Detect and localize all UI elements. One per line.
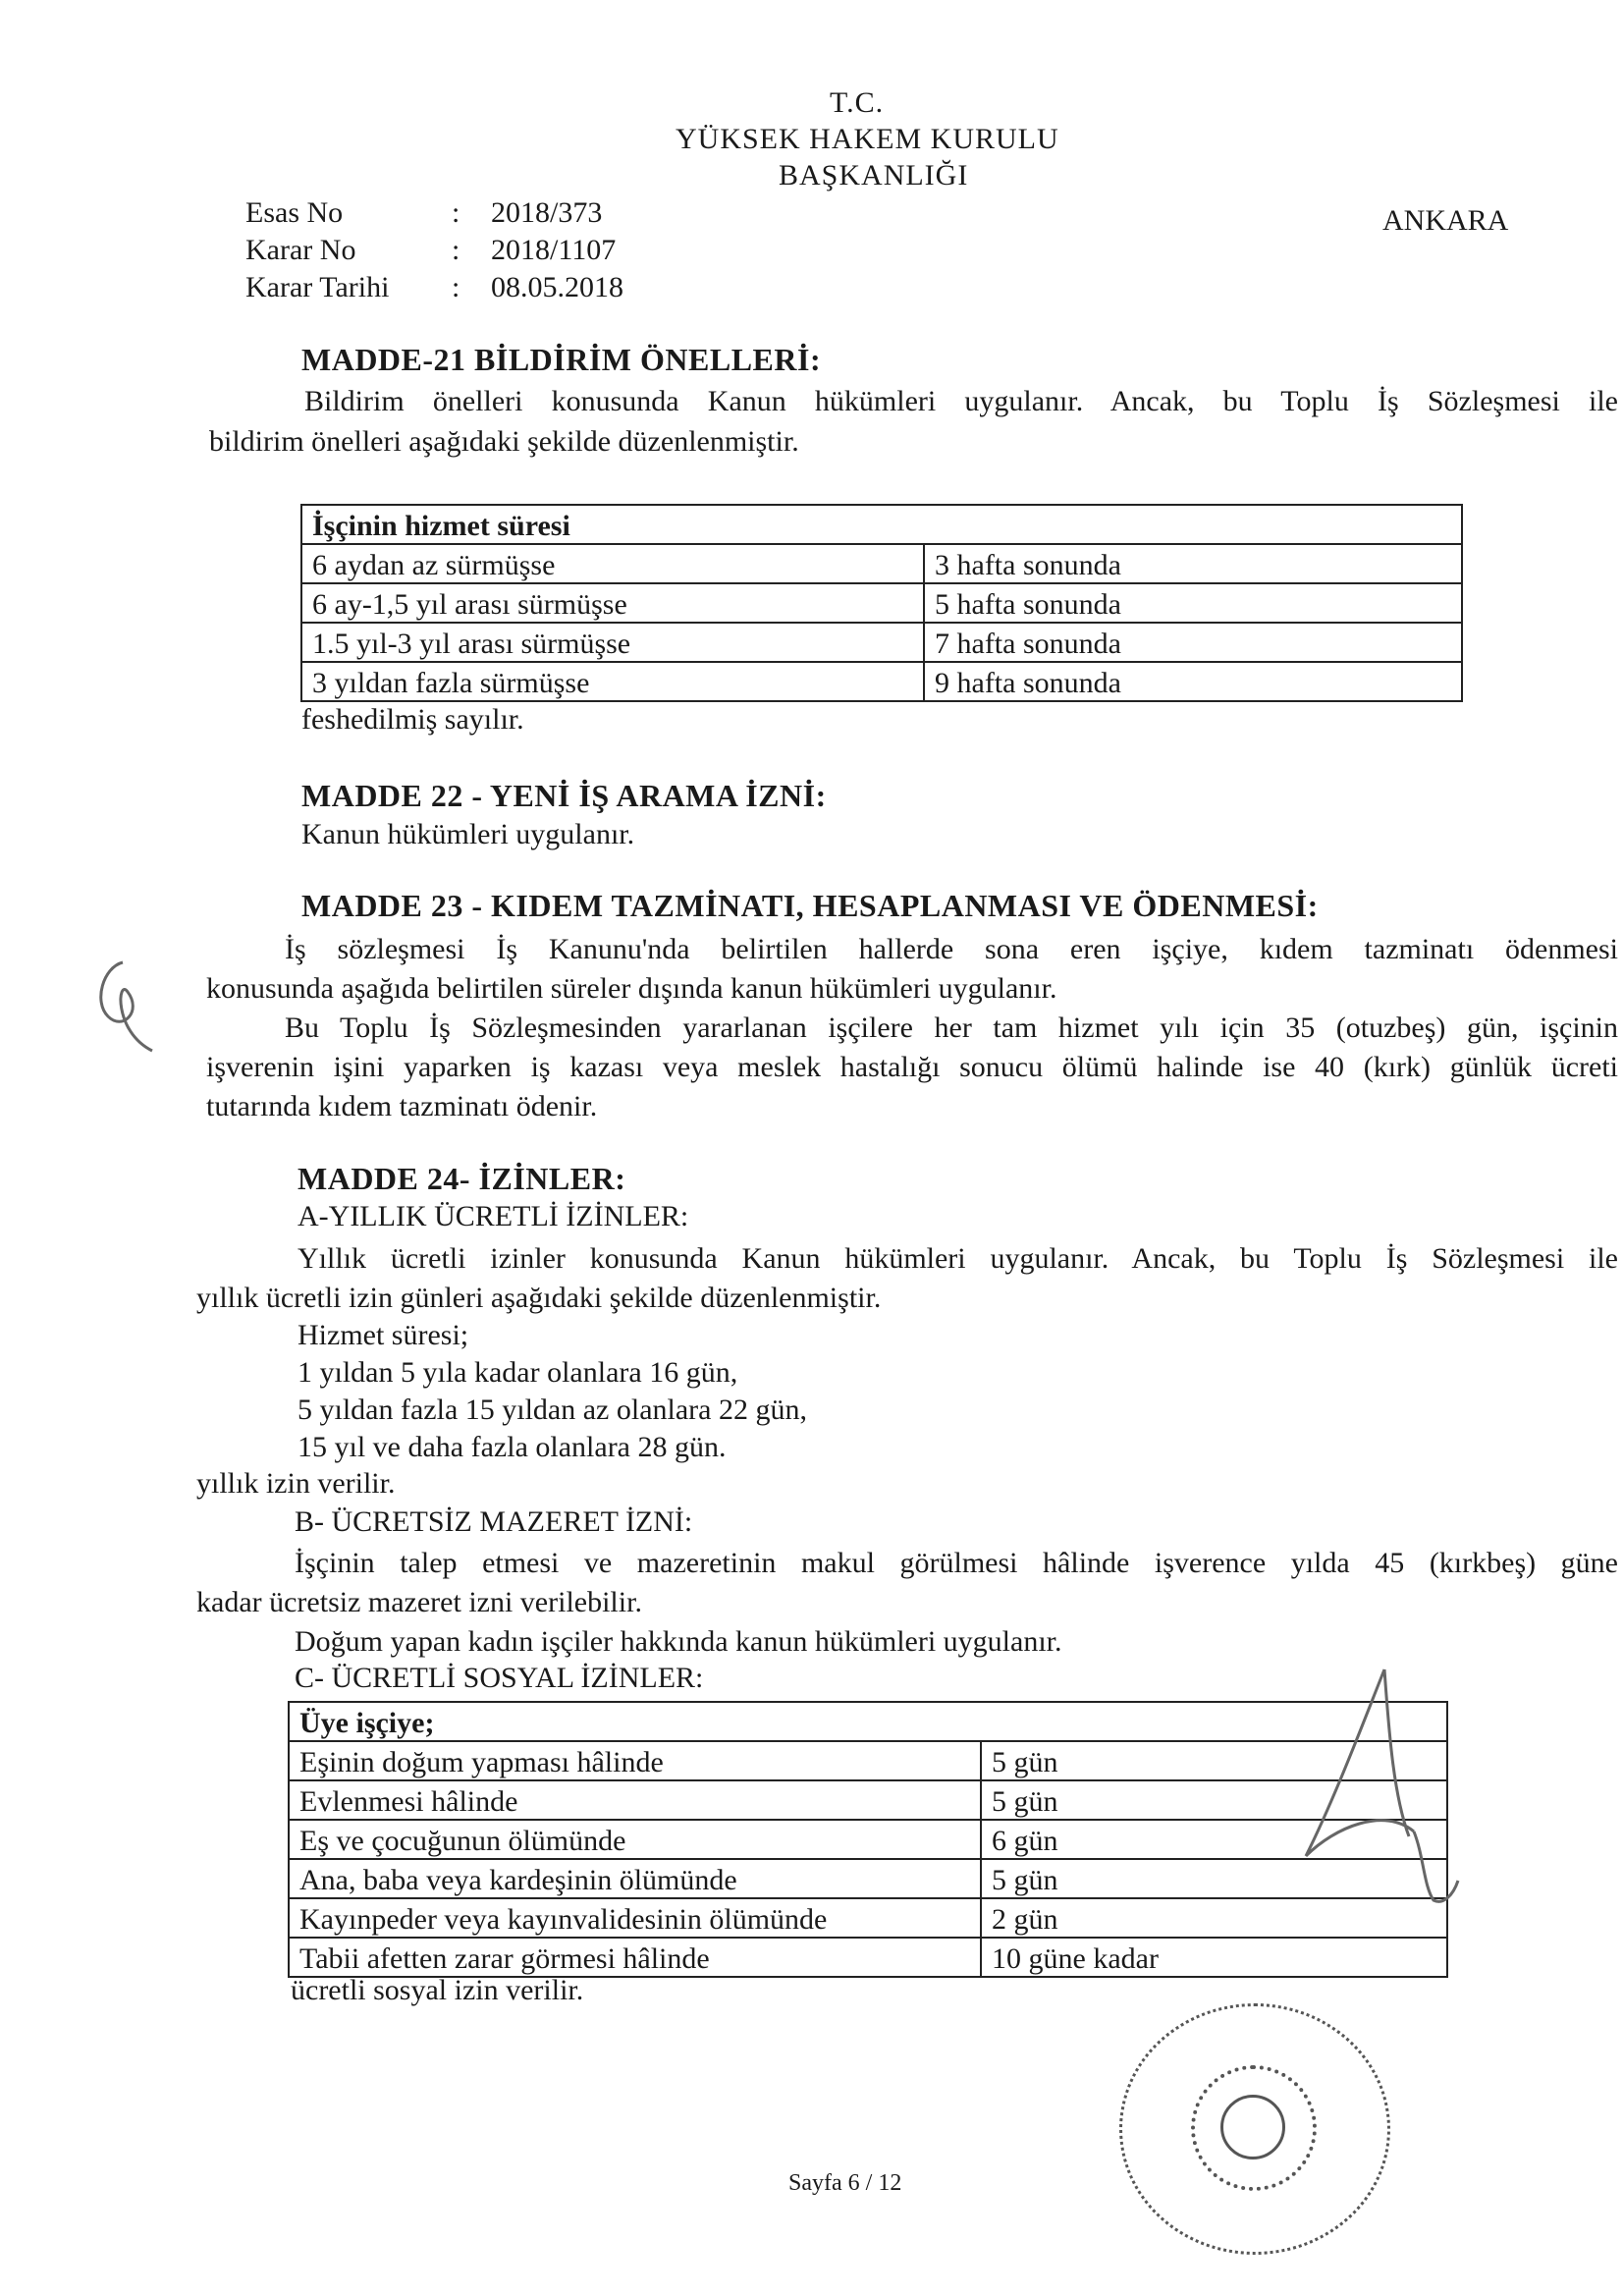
- m24-a-line: 5 yıldan fazla 15 yıldan az olanlara 22 gün,: [298, 1394, 807, 1426]
- table-header-row: [301, 505, 1462, 544]
- table-cell-label: Evlenmesi hâlinde: [289, 1780, 981, 1820]
- seal-center: [1220, 2095, 1285, 2159]
- header-city: ANKARA: [1382, 204, 1509, 237]
- page-number: Sayfa 6 / 12: [788, 2170, 902, 2196]
- m24-c-after-text: ücretli sosyal izin verilir.: [291, 1974, 584, 2006]
- table-cell-label: 1.5 yıl-3 yıl arası sürmüşse: [301, 623, 924, 662]
- margin-handwriting: [83, 943, 172, 1061]
- m24-b-paragraph-line: İşçinin talep etmesi ve mazeretinin makul görülmesi hâlinde işverence yılda 45 (kırkbeş) güne: [295, 1547, 1618, 1579]
- m24-b-paragraph: Doğum yapan kadın işçiler hakkında kanun hükümleri uygulanır.: [295, 1625, 1062, 1658]
- m24-c-title: C- ÜCRETLİ SOSYAL İZİNLER:: [295, 1662, 704, 1694]
- table-cell-value: 5 gün: [981, 1859, 1447, 1898]
- meta-value-date: 08.05.2018: [491, 271, 623, 303]
- m24-a-line: Hizmet süresi;: [298, 1319, 469, 1351]
- m24-a-paragraph-line: yıllık ücretli izin günleri aşağıdaki şekilde düzenlenmiştir.: [196, 1282, 882, 1314]
- table-cell-label: 6 aydan az sürmüşse: [301, 544, 924, 583]
- m24-b-title: B- ÜCRETSİZ MAZERET İZNİ:: [295, 1505, 693, 1538]
- table-cell-label: Eş ve çocuğunun ölümünde: [289, 1820, 981, 1859]
- m24-a-line: 15 yıl ve daha fazla olanlara 28 gün.: [298, 1431, 727, 1463]
- table-cell-value: 2 gün: [981, 1898, 1447, 1938]
- table-row: [301, 662, 1462, 701]
- table-cell-value: 10 güne kadar: [981, 1938, 1447, 1977]
- table-header-cell: İşçinin hizmet süresi: [301, 505, 1462, 544]
- table-cell-value: 5 hafta sonunda: [924, 583, 1462, 623]
- meta-value-esas: 2018/373: [491, 196, 603, 229]
- table-row: [301, 583, 1462, 623]
- m23-paragraph-line: konusunda aşağıda belirtilen süreler dışında kanun hükümleri uygulanır.: [206, 972, 1057, 1005]
- table-cell-value: 3 hafta sonunda: [924, 544, 1462, 583]
- m21-notice-table: [300, 504, 1463, 702]
- table-row: [301, 544, 1462, 583]
- header-tc: T.C.: [830, 86, 885, 119]
- meta-value-karar: 2018/1107: [491, 234, 617, 266]
- table-row: [289, 1938, 1447, 1977]
- m23-paragraph-line: İş sözleşmesi İş Kanunu'nda belirtilen hallerde sona eren işçiye, kıdem tazminatı ödenmesi: [285, 933, 1618, 965]
- meta-label: Karar Tarihi: [245, 271, 390, 303]
- m22-heading: MADDE 22 - YENİ İŞ ARAMA İZNİ:: [301, 778, 827, 813]
- header-presidency: BAŞKANLIĞI: [779, 159, 969, 191]
- table-cell-value: 5 gün: [981, 1780, 1447, 1820]
- m23-heading: MADDE 23 - KIDEM TAZMİNATI, HESAPLANMASI VE ÖDENMESİ:: [301, 888, 1319, 923]
- meta-sep: :: [452, 196, 460, 229]
- m24-a-paragraph-line: Yıllık ücretli izinler konusunda Kanun hükümleri uygulanır. Ancak, bu Toplu İş Sözleşmesi ile: [298, 1242, 1618, 1275]
- m24-a-title: A-YILLIK ÜCRETLİ İZİNLER:: [298, 1200, 689, 1232]
- m21-paragraph-line: bildirim önelleri aşağıdaki şekilde düzenlenmiştir.: [209, 425, 799, 458]
- m23-paragraph-line: tutarında kıdem tazminatı ödenir.: [206, 1090, 598, 1122]
- table-cell-value: 5 gün: [981, 1741, 1447, 1780]
- m24-a-line: 1 yıldan 5 yıla kadar olanlara 16 gün,: [298, 1356, 738, 1389]
- table-cell-value: 7 hafta sonunda: [924, 623, 1462, 662]
- table-cell-label: Eşinin doğum yapması hâlinde: [289, 1741, 981, 1780]
- meta-label: Karar No: [245, 234, 356, 266]
- m24-a-line: yıllık izin verilir.: [196, 1467, 396, 1500]
- official-seal-stamp: [1119, 2003, 1390, 2255]
- m24-heading: MADDE 24- İZİNLER:: [298, 1161, 626, 1196]
- table-cell-value: 9 hafta sonunda: [924, 662, 1462, 701]
- m24-b-paragraph-line: kadar ücretsiz mazeret izni verilebilir.: [196, 1586, 642, 1618]
- m23-paragraph-line: işverenin işini yaparken iş kazası veya meslek hastalığı sonucu ölümü halinde ise 40 (kırk) günlük ücreti: [206, 1051, 1618, 1083]
- table-header-cell: Üye işçiye;: [289, 1702, 1447, 1741]
- meta-label: Esas No: [245, 196, 344, 229]
- table-cell-label: 6 ay-1,5 yıl arası sürmüşse: [301, 583, 924, 623]
- m21-after-text: feshedilmiş sayılır.: [301, 703, 524, 736]
- table-cell-label: Ana, baba veya kardeşinin ölümünde: [289, 1859, 981, 1898]
- table-cell-label: Kayınpeder veya kayınvalidesinin ölümünde: [289, 1898, 981, 1938]
- m21-paragraph-line: Bildirim önelleri konusunda Kanun hükümleri uygulanır. Ancak, bu Toplu İş Sözleşmesi ile: [304, 385, 1618, 417]
- table-cell-value: 6 gün: [981, 1820, 1447, 1859]
- meta-sep: :: [452, 234, 460, 266]
- meta-sep: :: [452, 271, 460, 303]
- table-cell-label: Tabii afetten zarar görmesi hâlinde: [289, 1938, 981, 1977]
- m21-heading: MADDE-21 BİLDİRİM ÖNELLERİ:: [301, 342, 822, 377]
- signature: [1267, 1660, 1463, 1915]
- table-cell-label: 3 yıldan fazla sürmüşse: [301, 662, 924, 701]
- table-row: [301, 623, 1462, 662]
- m23-paragraph-line: Bu Toplu İş Sözleşmesinden yararlanan işçilere her tam hizmet yılı için 35 (otuzbeş) gün, işçinin: [285, 1011, 1618, 1044]
- header-institution: YÜKSEK HAKEM KURULU: [676, 123, 1059, 155]
- m22-text: Kanun hükümleri uygulanır.: [301, 818, 635, 850]
